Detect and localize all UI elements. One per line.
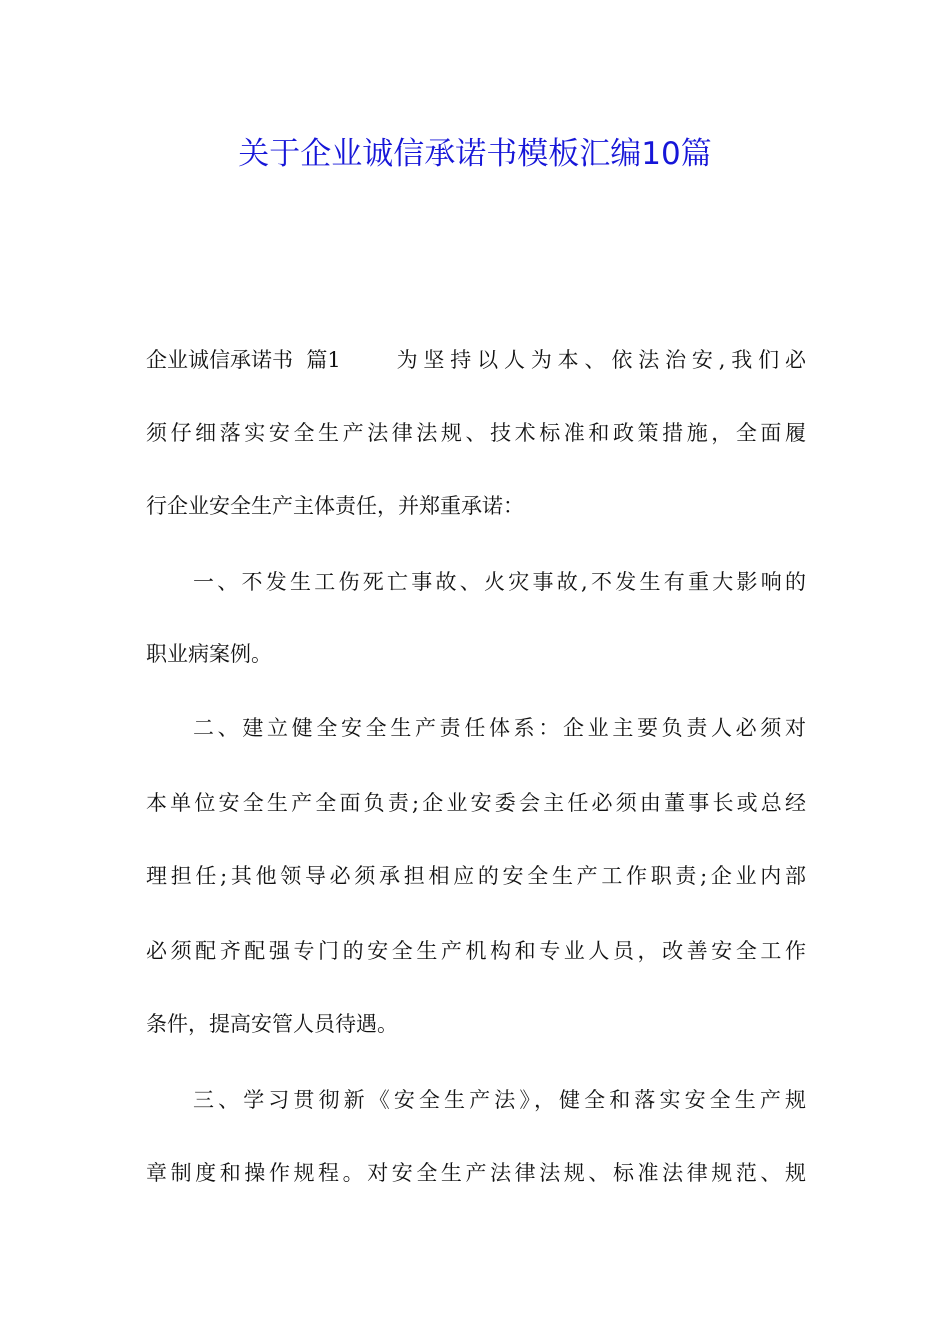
paragraph-line: 必须配齐配强专门的安全生产机构和专业人员，改善安全工作 (146, 939, 806, 963)
document-title: 关于企业诚信承诺书模板汇编10篇 (238, 136, 712, 172)
paragraph-line: 本单位安全生产全面负责;企业安委会主任必须由董事长或总经 (146, 791, 806, 815)
line-text: 为坚持以人为本、依法治安,我们必 (390, 348, 806, 372)
paragraph-line: 一、不发生工伤死亡事故、火灾事故,不发生有重大影响的 (193, 570, 806, 594)
section-heading: 企业诚信承诺书 篇1 (146, 348, 341, 372)
paragraph-line: 理担任;其他领导必须承担相应的安全生产工作职责;企业内部 (146, 864, 806, 888)
paragraph-line: 条件，提高安管人员待遇。 (146, 1012, 398, 1036)
paragraph-line: 须仔细落实安全生产法律法规、技术标准和政策措施，全面履 (146, 421, 806, 445)
paragraph-line: 行企业安全生产主体责任，并郑重承诺： (146, 494, 524, 518)
paragraph-line: 职业病案例。 (146, 642, 272, 666)
paragraph-line (146, 340, 806, 380)
paragraph-line: 二、建立健全安全生产责任体系：企业主要负责人必须对 (193, 716, 806, 740)
paragraph-line: 章制度和操作规程。对安全生产法律法规、标准法律规范、规 (146, 1161, 806, 1185)
paragraph-line: 三、学习贯彻新《安全生产法》，健全和落实安全生产规 (193, 1088, 806, 1112)
